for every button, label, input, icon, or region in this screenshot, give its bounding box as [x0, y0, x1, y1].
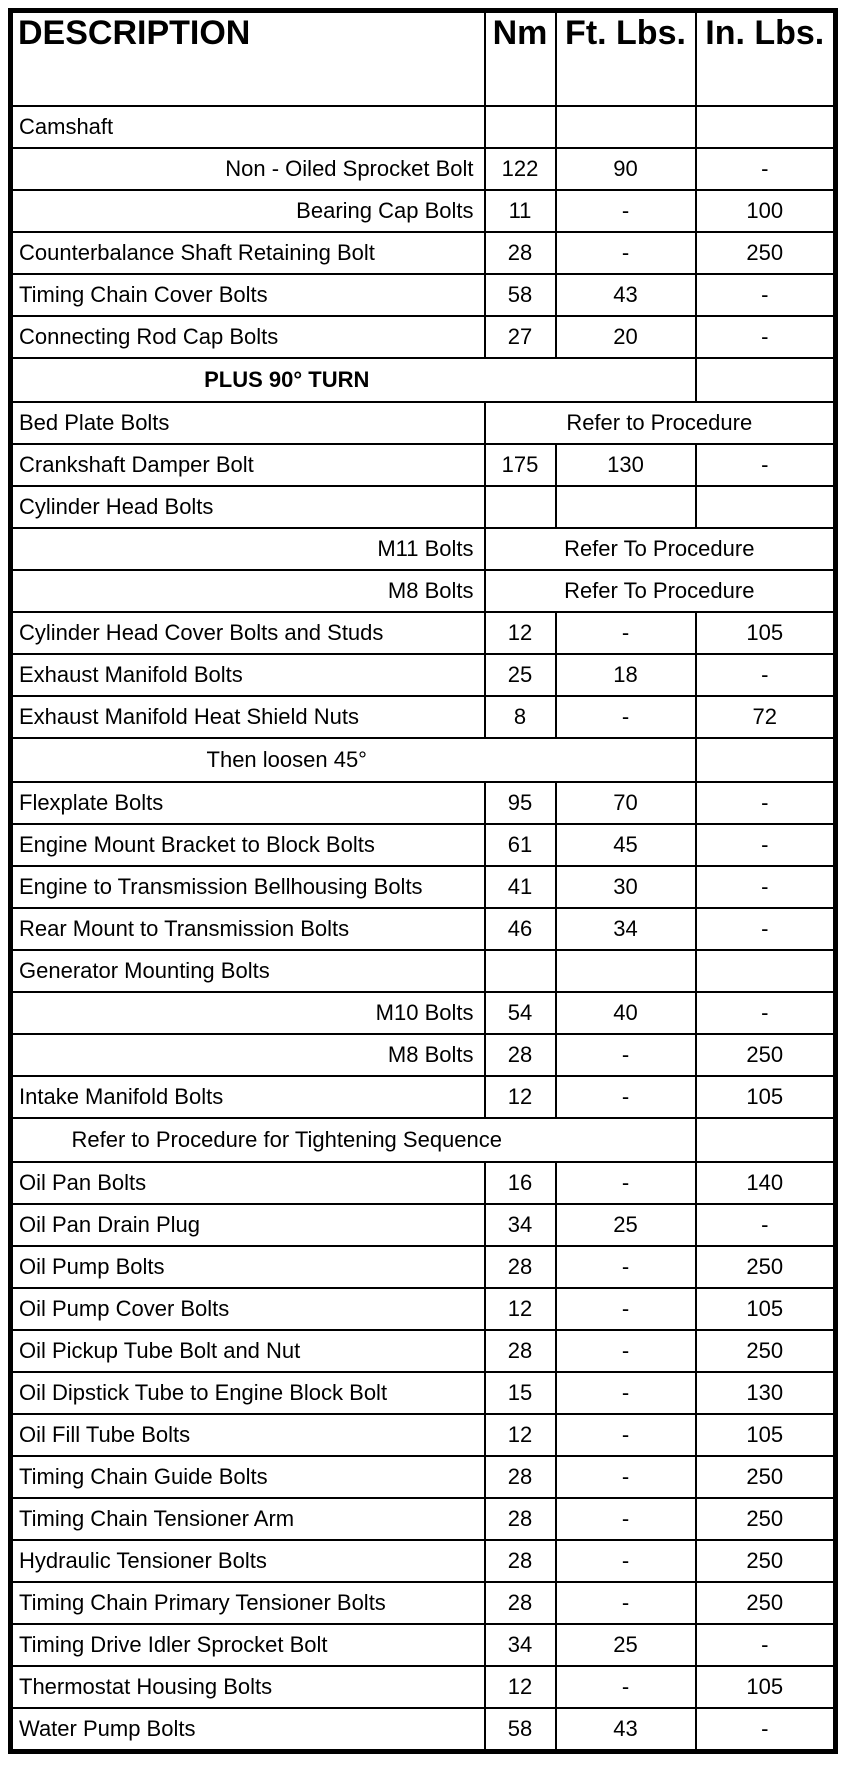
- nm-value-cell: 58: [485, 274, 556, 316]
- nm-value-cell: 34: [485, 1204, 556, 1246]
- row-label-cell: Oil Pump Bolts: [11, 1246, 485, 1288]
- in-lbs-value-cell: -: [696, 316, 836, 358]
- ft-lbs-value-cell: [556, 486, 696, 528]
- row-label-cell: Cylinder Head Bolts: [11, 486, 485, 528]
- torque-table-body: [11, 106, 836, 1752]
- refer-procedure-cell: Refer To Procedure: [485, 570, 836, 612]
- ft-lbs-value-cell: -: [556, 1372, 696, 1414]
- table-row: [11, 1456, 836, 1498]
- ft-lbs-value-cell: 25: [556, 1624, 696, 1666]
- in-lbs-value-cell: -: [696, 1624, 836, 1666]
- table-row: [11, 444, 836, 486]
- section-note-cell: Then loosen 45°: [11, 738, 696, 782]
- nm-value-cell: 61: [485, 824, 556, 866]
- in-lbs-empty-cell: [696, 358, 836, 402]
- table-row: [11, 1162, 836, 1204]
- row-label-cell: Exhaust Manifold Bolts: [11, 654, 485, 696]
- nm-value-cell: 28: [485, 1582, 556, 1624]
- nm-value-cell: 58: [485, 1708, 556, 1752]
- in-lbs-value-cell: 140: [696, 1162, 836, 1204]
- in-lbs-value-cell: -: [696, 274, 836, 316]
- in-lbs-value-cell: 250: [696, 1330, 836, 1372]
- ft-lbs-value-cell: -: [556, 190, 696, 232]
- ft-lbs-value-cell: -: [556, 612, 696, 654]
- ft-lbs-value-cell: -: [556, 1162, 696, 1204]
- row-label-cell: Bearing Cap Bolts: [11, 190, 485, 232]
- nm-value-cell: 28: [485, 1498, 556, 1540]
- in-lbs-value-cell: -: [696, 1708, 836, 1752]
- table-row: [11, 612, 836, 654]
- nm-value-cell: 41: [485, 866, 556, 908]
- table-row: [11, 950, 836, 992]
- ft-lbs-value-cell: -: [556, 1034, 696, 1076]
- nm-value-cell: 54: [485, 992, 556, 1034]
- row-label-cell: Timing Chain Cover Bolts: [11, 274, 485, 316]
- nm-value-cell: 122: [485, 148, 556, 190]
- nm-value-cell: 12: [485, 1288, 556, 1330]
- ft-lbs-value-cell: [556, 106, 696, 148]
- ft-lbs-value-cell: -: [556, 1498, 696, 1540]
- nm-value-cell: [485, 486, 556, 528]
- in-lbs-value-cell: -: [696, 908, 836, 950]
- ft-lbs-value-cell: -: [556, 1414, 696, 1456]
- ft-lbs-value-cell: -: [556, 1288, 696, 1330]
- nm-value-cell: 28: [485, 232, 556, 274]
- row-label-cell: Cylinder Head Cover Bolts and Studs: [11, 612, 485, 654]
- nm-value-cell: 27: [485, 316, 556, 358]
- nm-value-cell: 95: [485, 782, 556, 824]
- in-lbs-value-cell: 105: [696, 1288, 836, 1330]
- in-lbs-value-cell: -: [696, 824, 836, 866]
- in-lbs-value-cell: -: [696, 654, 836, 696]
- nm-value-cell: 46: [485, 908, 556, 950]
- in-lbs-value-cell: -: [696, 866, 836, 908]
- nm-value-cell: 12: [485, 1076, 556, 1118]
- refer-procedure-cell: Refer to Procedure: [485, 402, 836, 444]
- ft-lbs-value-cell: 45: [556, 824, 696, 866]
- table-row: [11, 570, 836, 612]
- in-lbs-value-cell: [696, 950, 836, 992]
- row-label-cell: Camshaft: [11, 106, 485, 148]
- ft-lbs-value-cell: -: [556, 1582, 696, 1624]
- in-lbs-value-cell: 250: [696, 1456, 836, 1498]
- table-row: [11, 908, 836, 950]
- in-lbs-value-cell: 250: [696, 1246, 836, 1288]
- ft-lbs-value-cell: -: [556, 1330, 696, 1372]
- nm-value-cell: 28: [485, 1456, 556, 1498]
- ft-lbs-value-cell: -: [556, 1456, 696, 1498]
- table-row: [11, 782, 836, 824]
- in-lbs-value-cell: 250: [696, 1498, 836, 1540]
- ft-lbs-value-cell: [556, 950, 696, 992]
- row-label-cell: Connecting Rod Cap Bolts: [11, 316, 485, 358]
- header-in-lbs: In. Lbs.: [696, 11, 836, 107]
- header-ft-lbs: Ft. Lbs.: [556, 11, 696, 107]
- row-label-cell: Timing Drive Idler Sprocket Bolt: [11, 1624, 485, 1666]
- in-lbs-value-cell: 130: [696, 1372, 836, 1414]
- ft-lbs-value-cell: 25: [556, 1204, 696, 1246]
- row-label-cell: Engine Mount Bracket to Block Bolts: [11, 824, 485, 866]
- table-row: [11, 824, 836, 866]
- row-label-cell: Thermostat Housing Bolts: [11, 1666, 485, 1708]
- row-label-cell: Oil Fill Tube Bolts: [11, 1414, 485, 1456]
- table-row: [11, 992, 836, 1034]
- row-label-cell: Water Pump Bolts: [11, 1708, 485, 1752]
- nm-value-cell: 25: [485, 654, 556, 696]
- torque-spec-table: [8, 8, 838, 1754]
- table-row: [11, 1708, 836, 1752]
- row-label-cell: Timing Chain Primary Tensioner Bolts: [11, 1582, 485, 1624]
- table-row: [11, 866, 836, 908]
- nm-value-cell: [485, 950, 556, 992]
- in-lbs-value-cell: 105: [696, 1414, 836, 1456]
- nm-value-cell: 28: [485, 1034, 556, 1076]
- table-row: [11, 528, 836, 570]
- nm-value-cell: 16: [485, 1162, 556, 1204]
- table-row: [11, 106, 836, 148]
- ft-lbs-value-cell: -: [556, 1666, 696, 1708]
- nm-value-cell: 12: [485, 1666, 556, 1708]
- refer-procedure-cell: Refer To Procedure: [485, 528, 836, 570]
- nm-value-cell: 15: [485, 1372, 556, 1414]
- table-row: [11, 1076, 836, 1118]
- ft-lbs-value-cell: -: [556, 1540, 696, 1582]
- in-lbs-value-cell: 250: [696, 1540, 836, 1582]
- table-row: [11, 1540, 836, 1582]
- row-label-cell: Non - Oiled Sprocket Bolt: [11, 148, 485, 190]
- row-label-cell: Timing Chain Tensioner Arm: [11, 1498, 485, 1540]
- in-lbs-value-cell: 250: [696, 1034, 836, 1076]
- row-label-cell: Bed Plate Bolts: [11, 402, 485, 444]
- in-lbs-value-cell: 105: [696, 1666, 836, 1708]
- table-row: [11, 190, 836, 232]
- ft-lbs-value-cell: 90: [556, 148, 696, 190]
- table-row: [11, 1288, 836, 1330]
- in-lbs-empty-cell: [696, 1118, 836, 1162]
- nm-value-cell: 28: [485, 1540, 556, 1582]
- in-lbs-value-cell: 100: [696, 190, 836, 232]
- in-lbs-value-cell: -: [696, 1204, 836, 1246]
- row-label-cell: Generator Mounting Bolts: [11, 950, 485, 992]
- row-label-cell: Hydraulic Tensioner Bolts: [11, 1540, 485, 1582]
- row-label-cell: Counterbalance Shaft Retaining Bolt: [11, 232, 485, 274]
- ft-lbs-value-cell: 20: [556, 316, 696, 358]
- in-lbs-value-cell: 105: [696, 612, 836, 654]
- nm-value-cell: 28: [485, 1330, 556, 1372]
- in-lbs-value-cell: 250: [696, 1582, 836, 1624]
- row-label-cell: M8 Bolts: [11, 570, 485, 612]
- ft-lbs-value-cell: 34: [556, 908, 696, 950]
- table-row: [11, 1582, 836, 1624]
- nm-value-cell: 12: [485, 612, 556, 654]
- ft-lbs-value-cell: 130: [556, 444, 696, 486]
- in-lbs-value-cell: 72: [696, 696, 836, 738]
- in-lbs-value-cell: -: [696, 444, 836, 486]
- row-label-cell: Crankshaft Damper Bolt: [11, 444, 485, 486]
- row-label-cell: Oil Pan Bolts: [11, 1162, 485, 1204]
- in-lbs-value-cell: [696, 106, 836, 148]
- table-row: [11, 316, 836, 358]
- in-lbs-value-cell: 105: [696, 1076, 836, 1118]
- table-row: [11, 274, 836, 316]
- ft-lbs-value-cell: -: [556, 1076, 696, 1118]
- nm-value-cell: 28: [485, 1246, 556, 1288]
- nm-value-cell: 175: [485, 444, 556, 486]
- row-label-cell: M8 Bolts: [11, 1034, 485, 1076]
- row-label-cell: Rear Mount to Transmission Bolts: [11, 908, 485, 950]
- nm-value-cell: 12: [485, 1414, 556, 1456]
- ft-lbs-value-cell: 70: [556, 782, 696, 824]
- header-nm: Nm: [485, 11, 556, 107]
- row-label-cell: Oil Dipstick Tube to Engine Block Bolt: [11, 1372, 485, 1414]
- row-label-cell: Exhaust Manifold Heat Shield Nuts: [11, 696, 485, 738]
- table-row: [11, 486, 836, 528]
- nm-value-cell: 34: [485, 1624, 556, 1666]
- row-label-cell: Oil Pump Cover Bolts: [11, 1288, 485, 1330]
- table-row: [11, 696, 836, 738]
- in-lbs-value-cell: -: [696, 992, 836, 1034]
- row-label-cell: Oil Pan Drain Plug: [11, 1204, 485, 1246]
- header-description: DESCRIPTION: [11, 11, 485, 107]
- table-row: [11, 1624, 836, 1666]
- table-row: [11, 1246, 836, 1288]
- table-row: [11, 358, 836, 402]
- in-lbs-empty-cell: [696, 738, 836, 782]
- in-lbs-value-cell: -: [696, 148, 836, 190]
- header-row: [11, 11, 836, 107]
- table-row: [11, 738, 836, 782]
- row-label-cell: Intake Manifold Bolts: [11, 1076, 485, 1118]
- table-row: [11, 402, 836, 444]
- row-label-cell: Timing Chain Guide Bolts: [11, 1456, 485, 1498]
- section-note-cell: Refer to Procedure for Tightening Sequence: [11, 1118, 696, 1162]
- nm-value-cell: 8: [485, 696, 556, 738]
- ft-lbs-value-cell: -: [556, 232, 696, 274]
- in-lbs-value-cell: -: [696, 782, 836, 824]
- in-lbs-value-cell: [696, 486, 836, 528]
- row-label-cell: Oil Pickup Tube Bolt and Nut: [11, 1330, 485, 1372]
- nm-value-cell: 11: [485, 190, 556, 232]
- table-row: [11, 1204, 836, 1246]
- table-row: [11, 1498, 836, 1540]
- table-row: [11, 148, 836, 190]
- table-row: [11, 1372, 836, 1414]
- ft-lbs-value-cell: 30: [556, 866, 696, 908]
- table-row: [11, 232, 836, 274]
- section-note-cell: PLUS 90° TURN: [11, 358, 696, 402]
- ft-lbs-value-cell: 40: [556, 992, 696, 1034]
- ft-lbs-value-cell: 18: [556, 654, 696, 696]
- table-row: [11, 1414, 836, 1456]
- table-row: [11, 1034, 836, 1076]
- ft-lbs-value-cell: -: [556, 1246, 696, 1288]
- ft-lbs-value-cell: -: [556, 696, 696, 738]
- row-label-cell: M10 Bolts: [11, 992, 485, 1034]
- table-row: [11, 1330, 836, 1372]
- table-row: [11, 1666, 836, 1708]
- table-row: [11, 654, 836, 696]
- ft-lbs-value-cell: 43: [556, 274, 696, 316]
- table-row: [11, 1118, 836, 1162]
- in-lbs-value-cell: 250: [696, 232, 836, 274]
- ft-lbs-value-cell: 43: [556, 1708, 696, 1752]
- row-label-cell: M11 Bolts: [11, 528, 485, 570]
- nm-value-cell: [485, 106, 556, 148]
- row-label-cell: Engine to Transmission Bellhousing Bolts: [11, 866, 485, 908]
- row-label-cell: Flexplate Bolts: [11, 782, 485, 824]
